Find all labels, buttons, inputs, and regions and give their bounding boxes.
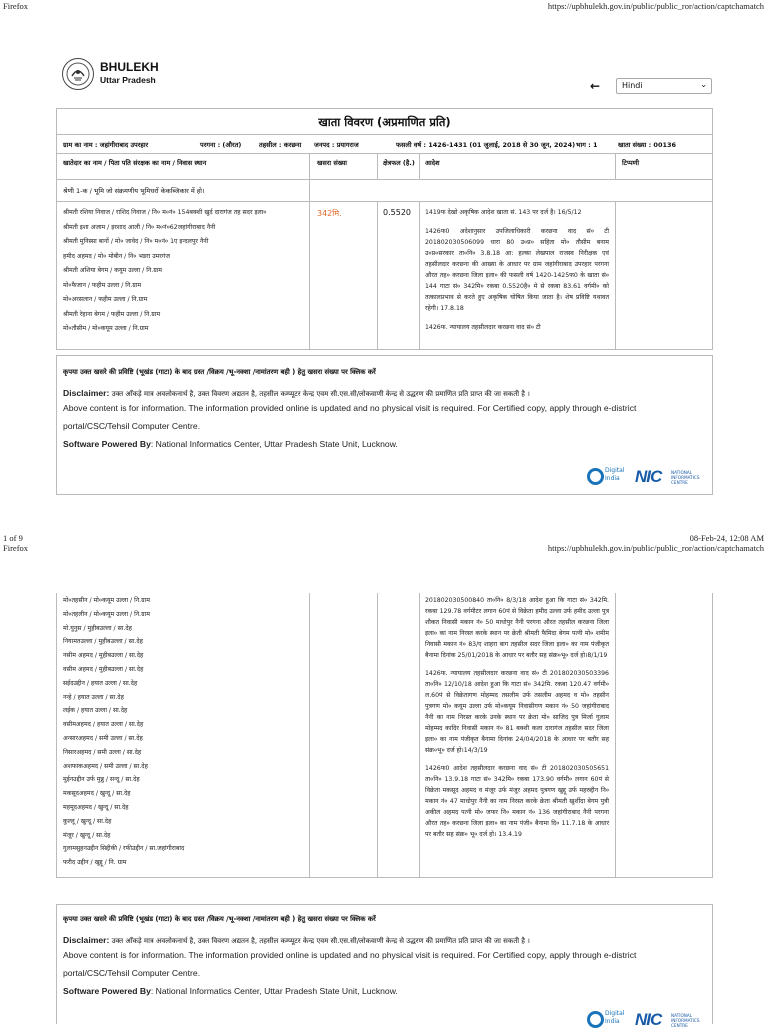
list-item: मकसूदअहमद / खुन्दू / सा.देह [63, 790, 131, 798]
nic-full-text-2: NATIONAL INFORMATICS CENTRE [671, 1013, 700, 1028]
order-block: 1426फ0 आदेश तहसीलदार करछना वाद सं० टी 201802030505651 ता०नि० 13.9.18 गाटा सं० 342मि० रकबा 173.90 वर्गमी० लगान 60पं से विक्रेता मकसूद अहमद व मंजूर उर्फ मंजूर अहमद पुत्रगण खुद्दू उर्फ महरुद्दीन नि० मकान नं० 47 माधोपुर नैनी का नाम निरस्त करके क्रेता श्रीमती खुर्शीदा बेगम पुत्री अकील अहमद पत्नी मो० जफर नि० मकान नं० 136 जहांगीराबाद नैनी परगना औरत तह० करछना जिला इला० का नाम पंजी० बैनामा दि० 11.7.18 के आधार पर बतौर सह संक्र० भू० दर्ज हो। 13.4.19 [425, 765, 609, 838]
list-item: नसीम अहमद / मुहीबउल्ला / सा.देह [63, 652, 144, 660]
notice-text-2: कृपया उक्त खसरे की प्रविष्टि (भूखंड (गाटा) के बाद ग्रस्त /विक्रय /भू-नक्शा /नामांतरण बही ) हेतु खसरा संख्या पर क्लिक करें [63, 915, 376, 923]
meta-tehsil: तहसील : करछना [259, 141, 302, 149]
meta-district: जनपद : प्रयागराज [314, 141, 359, 149]
info-text-1: Above content is for information. The information provided online is updated and no physical visit is required. For Certified copy, apply through e-district [63, 403, 637, 413]
khata-table [56, 108, 713, 350]
digital-india-logo-2[interactable] [587, 1009, 627, 1029]
brand-state: Uttar Pradesh [100, 75, 156, 85]
info-panel-2 [56, 904, 713, 1029]
list-item: नियामतउल्ला / मुहीबउल्ला / सा.देह [63, 638, 143, 646]
list-item: महमूदअहमद / खुन्दू / सा.देह [63, 803, 129, 811]
nic-logo-2[interactable] [635, 1009, 705, 1029]
list-item: श्रीमती इशा अजाम / इरशाद आली / नि० म०नं०62जहांगीराबाद नैनी [63, 223, 216, 231]
col-owner: खातेदार का नाम / पिता पति संरक्षक का नाम / निवास स्थान [63, 159, 207, 167]
list-item: मो.युनुस / मुहीबउल्ला / सा.देह [63, 624, 132, 632]
list-item: कुल्लू / खुन्दू / सा.देह [63, 817, 112, 825]
page-title: खाता विवरण (अप्रमाणित प्रति) [57, 109, 712, 135]
order-line: 1426फ0 अदेशानुसार उपजिलाधिकारी करछना वाद सं० टी 201802030506099 धारा 80 उ०प्र० सहिता मो० तौसीम बनाम उ०प्र०सरकार ता०नि० 3.8.18 आ: हल्का लेखपाल राजस्व निरीक्षक एवं तहसीलदार करछना की आख्या के आधार पर ग्राम जहांगीराबाद उपरहार परगना औरत तह० करछना जिला इला० की फसली वर्ष 1420-1425फ0 के खाता सं० 144 गाटा सं० 342मि० रकबा 0.5520है० मे से रकबा 83.61 वर्गमी० को तत्कालप्रभाव से करते हुए अकृषिक घोषित किया जाता है। शेष प्रविष्टि यथावत रहेगी। 17.8.18 [425, 228, 609, 312]
list-item: मो०तहसीन / मो०कयूम उल्ला / नि.ग्राम [63, 597, 150, 604]
list-item: मुईनउद्दीन उर्फ मुन्नु / सन्दू / सा.देह [63, 776, 140, 784]
meta-khata: खाता संख्या : 00136 [618, 141, 677, 149]
order-text [425, 207, 609, 347]
powered-text: : National Informatics Center, Uttar Pradesh State Unit, Lucknow. [150, 439, 398, 449]
bhulekh-logo[interactable] [62, 58, 192, 94]
disclaimer-label: Disclaimer: [63, 388, 110, 398]
list-item: हमीद अहमद / मो० मोबीन / नि० भडरा उमरगंज [63, 252, 170, 260]
khata-table-continued [56, 593, 713, 878]
print-datetime: 08-Feb-24, 12:08 AM [689, 533, 764, 543]
notice-text: कृपया उक्त खसरे की प्रविष्टि (भूखंड (गाटा) के बाद ग्रस्त /विक्रय /भू-नक्शा /नामांतरण बही ) हेतु खसरा संख्या पर क्लिक करें [63, 368, 376, 376]
col-khasra: खसरा संख्या [317, 159, 347, 167]
powered-text-2: : National Informatics Center, Uttar Pradesh State Unit, Lucknow. [150, 986, 398, 996]
nic-full-text: NATIONAL INFORMATICS CENTRE [671, 470, 700, 485]
powered-label-2: Software Powered By [63, 986, 151, 996]
meta-pargana: परगना : (औरत) [200, 141, 242, 149]
chevron-down-icon: ⌄ [700, 80, 707, 89]
digital-india-text-2: Digital India [605, 1010, 625, 1025]
nic-text-2: NIC [635, 1010, 662, 1029]
list-item: नन्हे / हयात उल्ला / सा.देह [63, 693, 124, 701]
list-item: लईक / हयात उल्ला / सा.देह [63, 707, 128, 715]
disclaimer-text: उक्त आँकड़े मात्र अवलोकनार्थ है, उक्त विवरण अद्यतन है, तहसील कम्प्यूटर केन्द्र एवम सी.एस.सी/लोकवाणी केन्द्र से उद्धरण की प्रमाणित प्रति प्राप्त की जा सकती है । [111, 390, 530, 398]
order-line: 1426फ. न्यायालय तहसीलदार करछना वाद सं० टी [425, 324, 541, 331]
category-text: श्रेणी 1-क / भूमि जो संक्रमणीय भूमिधरों केकब्जिकार में हो। [63, 187, 205, 195]
list-item: वसीम अहमद / मुहीबउल्ला / सा.देह [63, 665, 144, 673]
disclaimer-label-2: Disclaimer: [63, 935, 110, 945]
info-text-2-1: Above content is for information. The information provided online is updated and no physical visit is required. For Certified copy, apply through e-district [63, 950, 637, 960]
nic-text: NIC [635, 467, 662, 486]
digital-india-icon [587, 1011, 604, 1028]
browser-title: Firefox [3, 1, 29, 11]
powered-label: Software Powered By [63, 439, 151, 449]
info-text-2-2: portal/CSC/Tehsil Computer Centre. [63, 968, 201, 978]
meta-fasli: फसली वर्ष : 1426-1431 (01 जुलाई, 2018 से 30 जून, 2024) [396, 141, 576, 149]
digital-india-text: Digital India [605, 467, 625, 482]
list-item: अन्सारअहमद / समी उल्ला / सा.देह [63, 734, 143, 742]
list-item: फरीद उद्दीन / खुद्दू / नि. ग्राम [63, 859, 127, 867]
brand-name: BHULEKH [100, 60, 159, 74]
order-block: 1426फ. न्यायालय तहसीलदार करछना वाद सं० टी 201802030503396 ता०नि० 12/10/18 आदेश हुआ कि गाटा सं० 342मि. रकबा 120.47 वर्गमी० ल.60पं से विक्रेतागण मोहम्मद तसलीम उर्फ तसलीम अहमद व मो० तहसीन पुत्रगण मो० कयूम उल्ला उर्फ मो०कयूम निवासीगण मकान नं० 50 जहांगीराबाद नैनी का नाम निरस्त करके उनके स्थान पर क्रेता मो० साजिद पुत्र मिर्जा गुलाम मोहम्मद कादिर निवासी मकान नं० 81 बक्शी कला दारागंज तहसील सदर जिला इला० का नाम पंजीकृत बैनामा दिनांक 24/04/2018 के आधार पर बतौर सह संक्र०भू० दर्ज हो।14/3/19 [425, 670, 609, 754]
owner-list-2 [63, 594, 307, 870]
list-item: श्रीमती रशिया निवाज / राशिद निवाज / नि० म०नं० 154बक्शी खुर्द दारागंज तह सदर इला० [63, 209, 267, 216]
list-item: श्रीमती मुनिस्सा बानों / मो० जावेद / नि० म०नं० 1ए इन्दलपुर नैनी [63, 238, 209, 245]
list-item: मंजूर / खुन्दू / सा.देह [63, 831, 111, 839]
language-select-value: Hindi [622, 81, 643, 90]
list-item: गुलामसुहनउद्दीन सिद्दीकी / रफीउद्दीन / सा.जहांगीराबाद [63, 845, 185, 853]
col-order: आदेश [425, 159, 440, 167]
list-item: सईदउद्दीन / हयात उल्ला / सा.देह [63, 679, 138, 687]
list-item: निसारअहमद / समी उल्ला / सा.देह [63, 748, 142, 756]
list-item: मो०तहलीन / मो०कयूम उल्ला / नि.ग्राम [63, 610, 150, 618]
browser-title-2: Firefox [3, 543, 29, 553]
meta-village: ग्राम का नाम : जहांगीराबाद उपरहार [63, 141, 149, 149]
order-line: 1419फ देखो अकृषिक आदेश खाता सं. 143 पर दर्ज है। 16/5/12 [425, 209, 582, 216]
language-select[interactable] [616, 78, 712, 94]
list-item: मो०अरसलान / फहीम उल्ला / नि.ग्राम [63, 296, 148, 303]
order-block: 201802030500840 ता०नि० 8/3/18 आदेश हुआ कि गाटा सं० 342मि. रकबा 129.78 वर्गमीटर लगान 60पं से विक्रेता हमीद उल्ला उर्फ हमीद उल्ला पुत्र शौकत निवासी मकान नं० 50 माधोपुर नैनी परगना औरत तहसील करछना जिला इला० का नाम निरस्त करके स्थान पर क्रेती श्रीमती फैमिदा बेगम पत्नी मो० शमीम निवासी मकान नं० 83/ए शाहरा बाग तहसील सदर जिला इला० का नाम पंजीकृत बैनामा दिनांक 25/01/2018 के आधार पर बतौर सह संक्र०भू० दर्ज हो।8/1/19 [425, 597, 609, 659]
meta-bhag: भाग : 1 [576, 141, 598, 149]
order-text-2 [425, 595, 609, 875]
info-panel [56, 355, 713, 495]
area-value: 0.5520 [383, 208, 411, 217]
page-url-2: https://upbhulekh.gov.in/public/public_ror/action/captchamatch [547, 543, 764, 553]
list-item: अशफाकअहमद / समी उल्ला / सा.देह [63, 762, 148, 770]
digital-india-logo[interactable] [587, 466, 627, 490]
page-number: 1 of 9 [3, 533, 23, 543]
back-arrow-icon[interactable]: ← [590, 79, 601, 93]
nic-logo[interactable] [635, 466, 705, 490]
list-item: मो०फैजान / फहीम उल्ला / नि.ग्राम [63, 281, 142, 289]
page-url: https://upbhulekh.gov.in/public/public_ror/action/captchamatch [547, 1, 764, 11]
owner-list [63, 206, 307, 337]
info-text-2: portal/CSC/Tehsil Computer Centre. [63, 421, 201, 431]
list-item: श्रीमती रेहाना बेगम / फहीम उल्ला / नि.ग्राम [63, 310, 161, 318]
list-item: श्रीमती अशिया बेगम / कयूम उल्ला / नि.ग्राम [63, 267, 163, 274]
disclaimer-text-2: उक्त आँकड़े मात्र अवलोकनार्थ है, उक्त विवरण अद्यतन है, तहसील कम्प्यूटर केन्द्र एवम सी.एस.सी/लोकवाणी केन्द्र से उद्धरण की प्रमाणित प्रति प्राप्त की जा सकती है । [111, 937, 530, 945]
col-remark: टिप्पणी [622, 159, 640, 167]
list-item: मो०तौसीम / मो०कयूम उल्ला / नि.ग्राम [63, 325, 149, 332]
list-item: वसीमअहमद / हयात उल्ला / सा.देह [63, 721, 144, 729]
up-emblem-icon [62, 58, 94, 90]
col-area: क्षेत्रफल (है.) [383, 159, 415, 167]
digital-india-icon [587, 468, 604, 485]
khasra-link[interactable]: 342मि. [317, 209, 342, 218]
